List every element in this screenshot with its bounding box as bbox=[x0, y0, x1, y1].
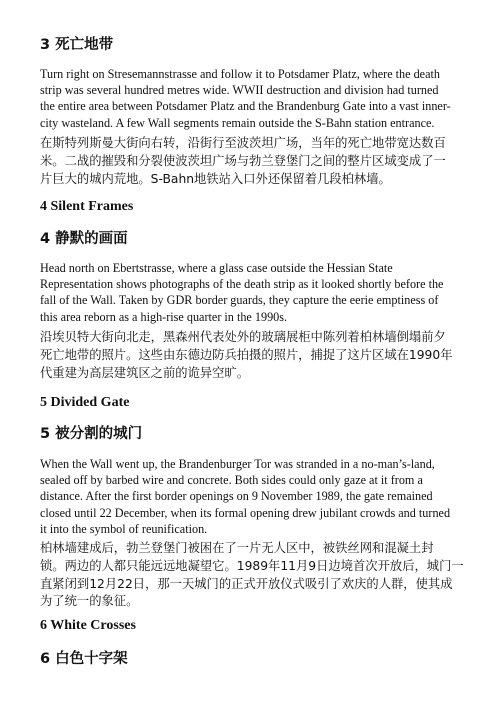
section-6-heading-en: 6 White Crosses bbox=[40, 618, 136, 633]
section-4-text-zh: 沿埃贝特大街向北走，黑森州代表处外的玻璃展柜中陈列着柏林墙倒塌前夕 死亡地带的照片。这些由东德边防兵拍摄的照片，捕捉了这片区域在1990年 代重建为高层建筑区之前的诡异空旷。 bbox=[40, 330, 453, 380]
section-6-heading-zh: 6 白色十字架 bbox=[40, 651, 128, 667]
section-5-heading-en: 5 Divided Gate bbox=[40, 395, 130, 410]
section-5-text-zh: 柏林墙建成后，勃兰登堡门被困在了一片无人区中，被铁丝网和混凝土封 锁。两边的人都只能远远地凝望它。1989年11月9日边境首次开放后，城门一 直紧闭到12月22日，那一天城门的正式开放仪式吸引了欢庆的人群，使其成 为了统一的象征。 bbox=[40, 541, 464, 609]
section-3-heading-zh: 3 死亡地带 bbox=[40, 37, 114, 53]
section-4-text-en: Head north on Ebertstrasse, where a glass case outside the Hessian State Representation shows photographs of the death strip as it looked shortly before the fall of the Wall. Taken by GDR border guards, they capture the eerie emptiness of this area reborn as a high-rise quarter in the 1990s. bbox=[40, 261, 444, 324]
section-4-heading-zh: 4 静默的画面 bbox=[40, 231, 128, 247]
section-3-text-zh: 在斯特列斯曼大街向右转，沿街行至波茨坦广场，当年的死亡地带宽达数百 米。二战的摧毁和分裂使波茨坦广场与勃兰登堡门之间的整片区域变成了一 片巨大的城内荒地。S-Bahn地铁站入口外还保留着几段柏林墙。 bbox=[40, 136, 446, 186]
section-5-heading-zh: 5 被分割的城门 bbox=[40, 426, 143, 442]
section-3-text-en: Turn right on Stresemannstrasse and follow it to Potsdamer Platz, where the death strip was several hundred metres wide. WWII destruction and division had turned the entire area between Potsdamer Platz and the Brandenburg Gate into a vast inner- city wasteland. A few Wall segments remain outside the S-Bahn station entrance. bbox=[40, 67, 451, 130]
section-5-text-en: When the Wall went up, the Brandenburger Tor was stranded in a no-man’s-land, sealed off by barbed wire and concrete. Both sides could only gaze at it from a distance. After the first border openings on 9 November 1989, the gate remained closed until 22 December, when its formal opening drew jubilant crowds and turned it into the symbol of reunification. bbox=[40, 457, 451, 536]
section-4-heading-en: 4 Silent Frames bbox=[40, 199, 134, 214]
